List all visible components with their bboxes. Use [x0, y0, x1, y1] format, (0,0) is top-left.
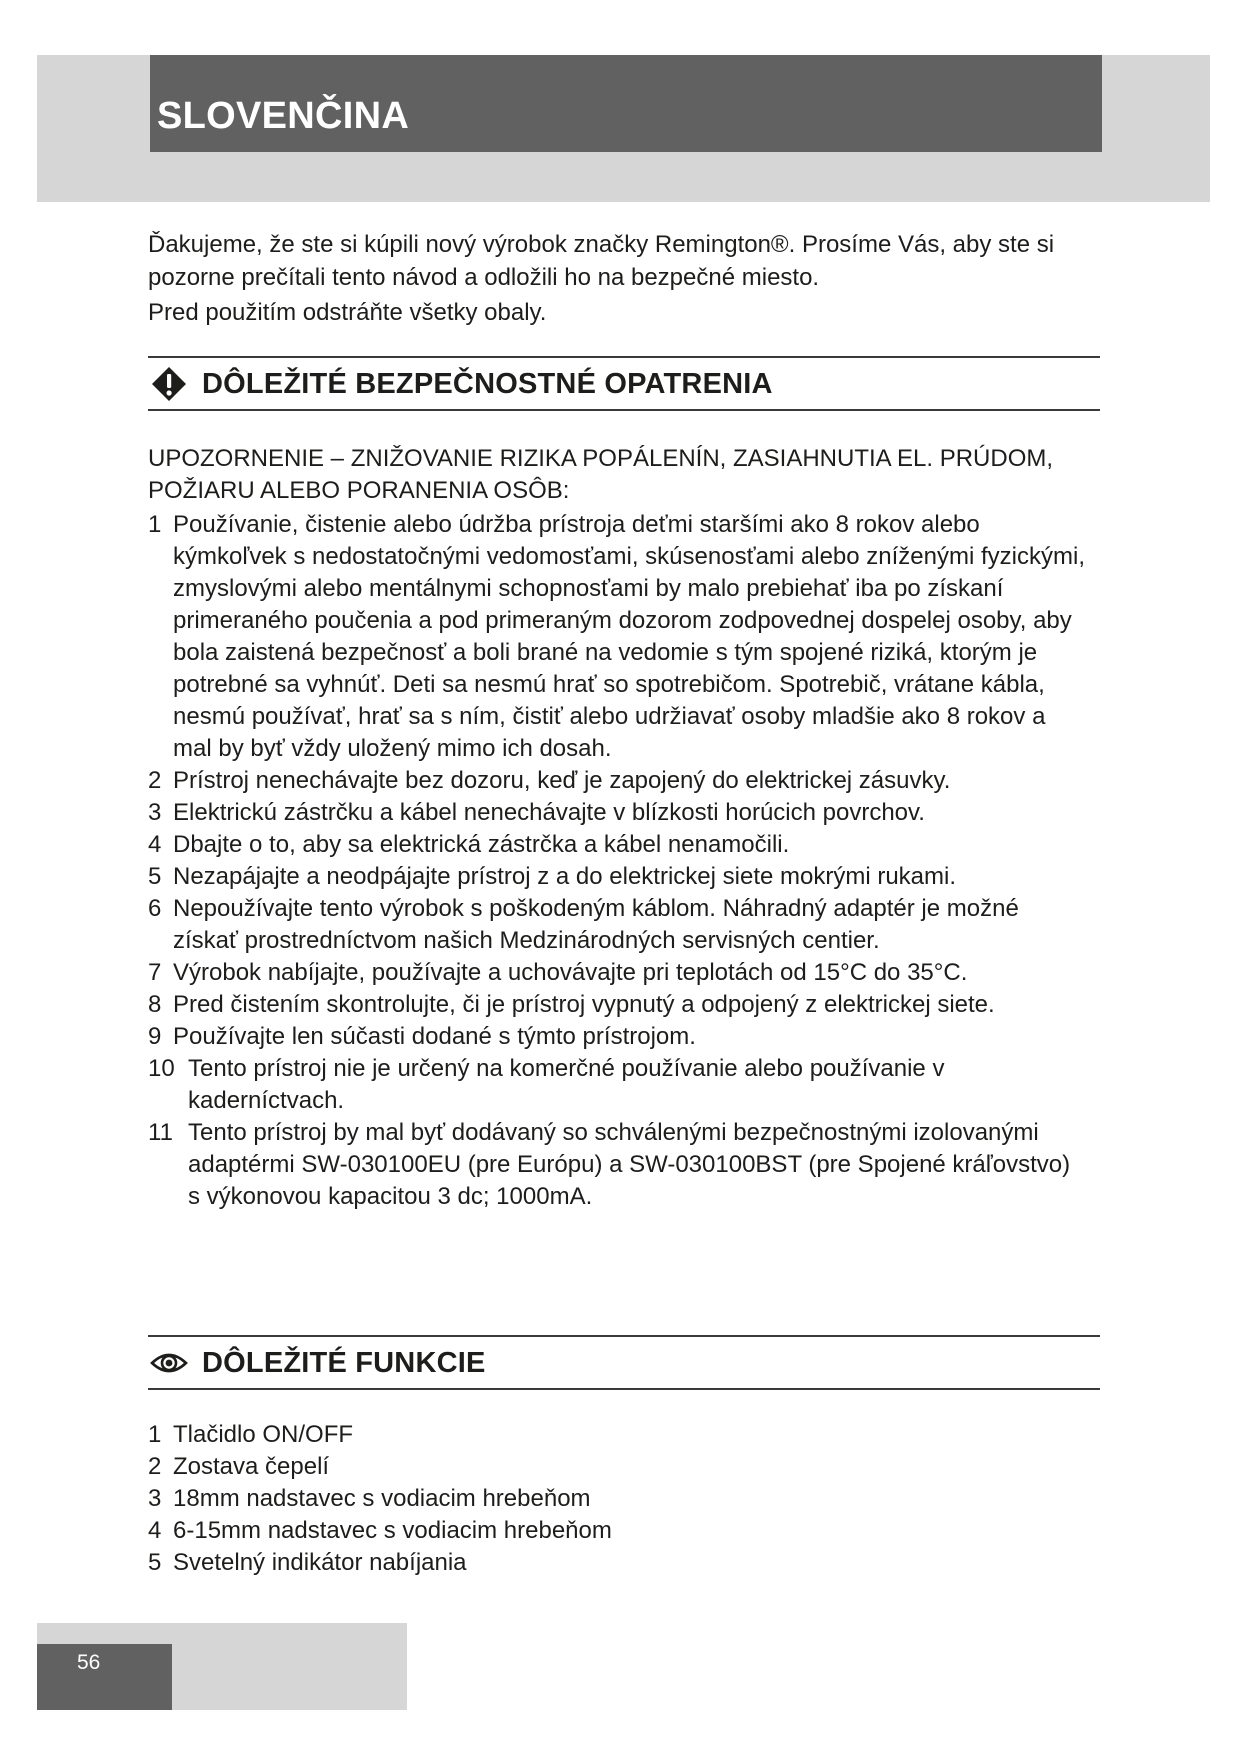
feature-item-number: 4: [148, 1517, 162, 1544]
intro-text: [148, 228, 1088, 329]
safety-item-number: 3: [148, 799, 162, 826]
safety-item: [148, 861, 1088, 893]
feature-item-text: Svetelný indikátor nabíjania: [173, 1549, 467, 1576]
safety-item-text: Pred čistením skontrolujte, či je prístroj vypnutý a odpojený z elektrickej siete.: [173, 991, 995, 1018]
safety-item-text: Používajte len súčasti dodané s týmto prístrojom.: [173, 1023, 696, 1050]
intro-line-1: Ďakujeme, že ste si kúpili nový výrobok značky Remington®. Prosíme Vás, aby ste si pozorne prečítali tento návod a odložili ho na bezpečné miesto.: [148, 231, 1055, 291]
feature-item: [148, 1547, 1088, 1579]
safety-item-text: Tento prístroj by mal byť dodávaný so schválenými bezpečnostnými izolovanými adaptérmi SW-030100EU (pre Európu) a SW-030100BST (pre Spojené kráľovstvo) s výkonovou kapacitou 3 dc; 1000mA.: [188, 1119, 1071, 1210]
safety-item-text: Nepoužívajte tento výrobok s poškodeným káblom. Náhradný adaptér je možné získať prostredníctvom našich Medzinárodných servisných centier.: [173, 895, 1019, 954]
page-title: SLOVENČINA: [157, 95, 410, 137]
safety-item-number: 10: [148, 1055, 175, 1082]
safety-item-number: 8: [148, 991, 162, 1018]
feature-item: [148, 1515, 1088, 1547]
intro-line-2: Pred použitím odstráňte všetky obaly.: [148, 299, 547, 326]
safety-item: [148, 989, 1088, 1021]
features-section-header: [148, 1335, 1100, 1390]
safety-item: [148, 829, 1088, 861]
feature-item: [148, 1451, 1088, 1483]
safety-item-number: 5: [148, 863, 162, 890]
safety-item-number: 4: [148, 831, 162, 858]
safety-item: [148, 1053, 1088, 1117]
safety-item-text: Používanie, čistenie alebo údržba prístroja deťmi staršími ako 8 rokov alebo kýmkoľvek s nedostatočnými vedomosťami, skúsenosťami alebo zníženými fyzickými, zmyslovými alebo mentálnymi schopnosťami by malo prebiehať iba po získaní primeraného poučenia a pod primeraným dozorom zodpovednej dospelej osoby, aby bola zaistená bezpečnosť a boli brané na vedomie s tým spojené riziká, ktorým je potrebné sa vyhnúť. Deti sa nesmú hrať so spotrebičom. Spotrebič, vrátane kábla, nesmú používať, hrať sa s ním, čistiť alebo udržiavať osoby mladšie ako 8 rokov a mal by byť vždy uložený mimo ich dosah.: [173, 511, 1085, 762]
warning-lead: UPOZORNENIE – ZNIŽOVANIE RIZIKA POPÁLENÍN, ZASIAHNUTIA EL. PRÚDOM, POŽIARU ALEBO PORANENIA OSÔB:: [148, 445, 1054, 504]
page-number: 56: [77, 1651, 101, 1674]
feature-item-text: 6-15mm nadstavec s vodiacim hrebeňom: [173, 1517, 612, 1544]
safety-item-number: 6: [148, 895, 162, 922]
safety-item-number: 2: [148, 767, 162, 794]
features-list: [148, 1419, 1088, 1579]
feature-item-number: 1: [148, 1421, 162, 1448]
safety-item-text: Nezapájajte a neodpájajte prístroj z a do elektrickej siete mokrými rukami.: [173, 863, 957, 890]
safety-item-number: 7: [148, 959, 162, 986]
feature-item-number: 2: [148, 1453, 162, 1480]
safety-item: [148, 765, 1088, 797]
feature-item-number: 5: [148, 1549, 162, 1576]
feature-item-text: 18mm nadstavec s vodiacim hrebeňom: [173, 1485, 591, 1512]
safety-item: [148, 1021, 1088, 1053]
feature-item-text: Zostava čepelí: [173, 1453, 330, 1480]
safety-item-number: 1: [148, 511, 162, 538]
safety-item-text: Výrobok nabíjajte, používajte a uchovávajte pri teplotách od 15°C do 35°C.: [173, 959, 968, 986]
safety-list: [148, 509, 1088, 1213]
safety-section-title: DÔLEŽITÉ BEZPEČNOSTNÉ OPATRENIA: [202, 367, 773, 400]
features-block: [148, 1419, 1088, 1579]
features-section-title: DÔLEŽITÉ FUNKCIE: [202, 1346, 486, 1379]
safety-item: [148, 797, 1088, 829]
warning-diamond-icon: [150, 365, 188, 403]
safety-item: [148, 893, 1088, 957]
safety-item-text: Dbajte o to, aby sa elektrická zástrčka a kábel nenamočili.: [173, 831, 790, 858]
safety-item-text: Tento prístroj nie je určený na komerčné používanie alebo používanie v kaderníctvach.: [188, 1055, 945, 1114]
safety-warning-block: [148, 443, 1088, 1213]
feature-item-number: 3: [148, 1485, 162, 1512]
safety-item: [148, 1117, 1088, 1213]
feature-item-text: Tlačidlo ON/OFF: [173, 1421, 354, 1448]
safety-item-number: 9: [148, 1023, 162, 1050]
safety-item-text: Prístroj nenechávajte bez dozoru, keď je zapojený do elektrickej zásuvky.: [173, 767, 951, 794]
feature-item: [148, 1419, 1088, 1451]
eye-icon: [150, 1344, 188, 1382]
safety-item: [148, 957, 1088, 989]
footer-page-box: [37, 1644, 172, 1710]
safety-section-header: [148, 356, 1100, 411]
safety-item-text: Elektrickú zástrčku a kábel nenechávajte v blízkosti horúcich povrchov.: [173, 799, 925, 826]
safety-item: [148, 509, 1088, 765]
safety-item-number: 11: [148, 1119, 173, 1146]
feature-item: [148, 1483, 1088, 1515]
